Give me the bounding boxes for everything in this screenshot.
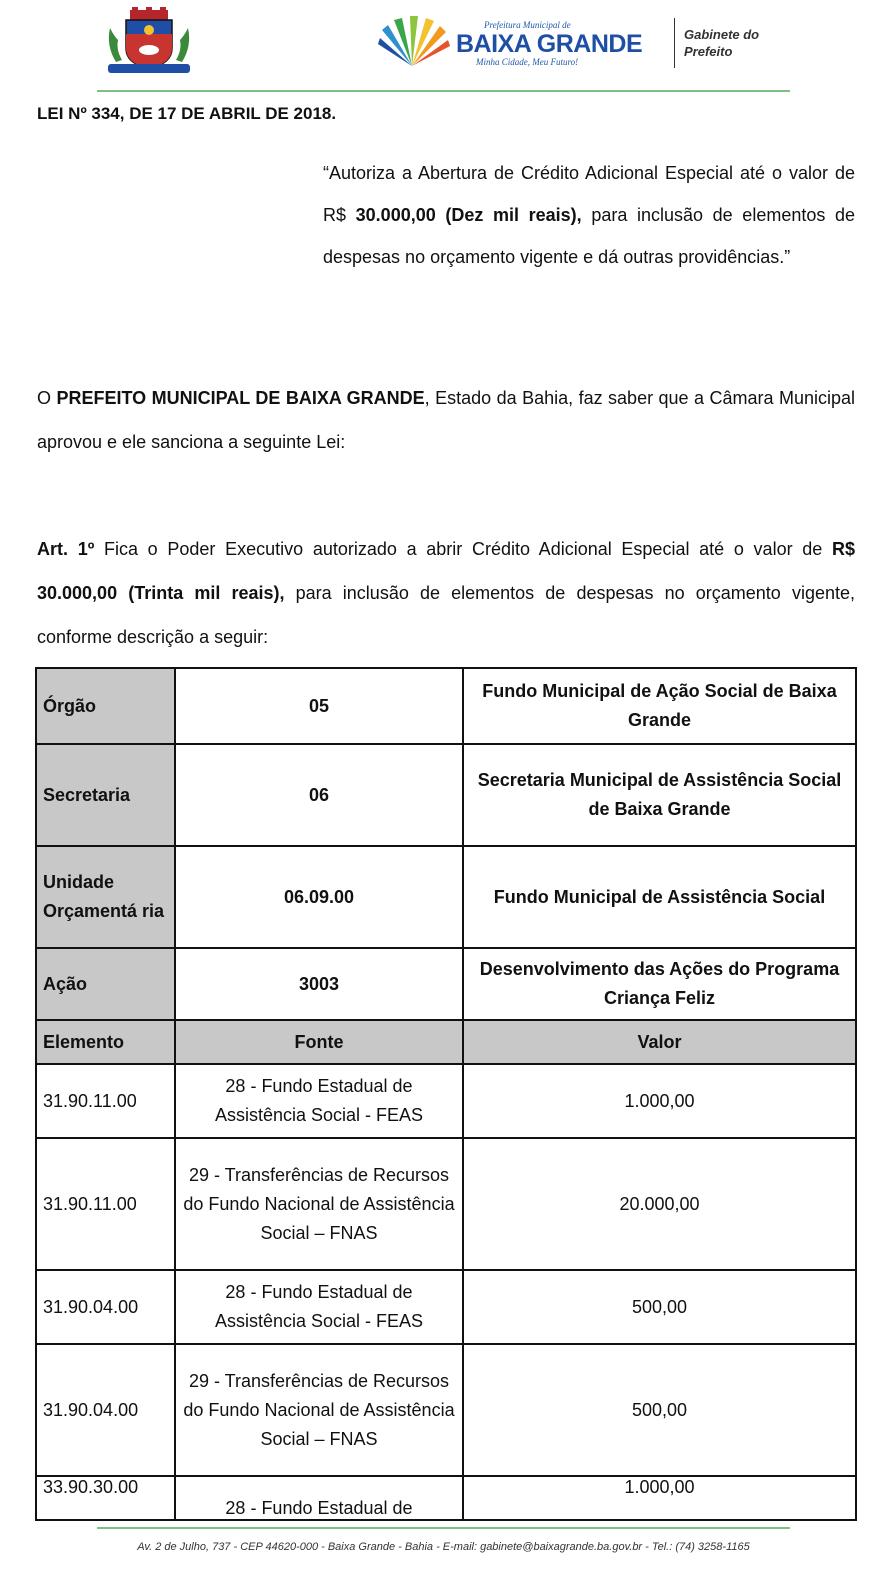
article-1-text-2: para inclusão de elementos de despesas no orçamento vigente, conforme descrição a seguir: <box>37 583 855 647</box>
row-valor: 500,00 <box>463 1270 856 1344</box>
row-fonte: 29 - Transferências de Recursos do Fundo Nacional de Assistência Social – FNAS <box>175 1344 463 1476</box>
row-desc: Desenvolvimento das Ações do Programa Criança Feliz <box>463 948 856 1020</box>
row-code: 05 <box>175 668 463 744</box>
header-valor: Valor <box>463 1020 856 1064</box>
row-label: Órgão <box>36 668 175 744</box>
row-elemento: 33.90.30.00 <box>36 1476 175 1520</box>
article-1-label: Art. 1º <box>37 539 95 559</box>
row-label: Ação <box>36 948 175 1020</box>
gabinete-line-2: Prefeito <box>684 44 733 59</box>
row-fonte: 28 - Fundo Estadual de <box>175 1476 463 1520</box>
footer-address: Av. 2 de Julho, 737 - CEP 44620-000 - Baixa Grande - Bahia - E-mail: gabinete@baixagrande.ba.gov.br - Tel.: (74) 3258-1165 <box>137 1541 750 1553</box>
table-row-orgao <box>36 668 856 744</box>
gabinete-line-1: Gabinete do <box>684 27 760 42</box>
preamble-text-2: , Estado da Bahia, faz saber que a Câmara Municipal aprovou e ele sanciona a seguinte Lei: <box>37 388 855 452</box>
preamble-text-1: O <box>37 388 57 408</box>
row-valor: 1.000,00 <box>463 1476 856 1520</box>
row-desc: Secretaria Municipal de Assistência Social de Baixa Grande <box>463 744 856 846</box>
ementa <box>323 152 855 278</box>
table-row <box>36 1344 856 1476</box>
row-label: Secretaria <box>36 744 175 846</box>
municipal-coat-of-arms <box>96 6 202 78</box>
row-valor: 20.000,00 <box>463 1138 856 1270</box>
table-row-unidade <box>36 846 856 948</box>
credit-table <box>35 667 857 1521</box>
row-desc: Fundo Municipal de Ação Social de Baixa Grande <box>463 668 856 744</box>
row-fonte: 28 - Fundo Estadual de Assistência Social - FEAS <box>175 1064 463 1138</box>
baixa-grande-sun-logo <box>372 14 450 70</box>
law-title: LEI Nº 334, DE 17 DE ABRIL DE 2018. <box>37 104 337 123</box>
article-1 <box>37 527 855 659</box>
table-row <box>36 1476 856 1520</box>
header-fonte: Fonte <box>175 1020 463 1064</box>
table-row <box>36 1138 856 1270</box>
article-1-amount: R$ 30.000,00 (Trinta mil reais), <box>37 539 855 603</box>
article-1-text-1: Fica o Poder Executivo autorizado a abrir Crédito Adicional Especial até o valor de <box>94 539 832 559</box>
table-row-acao <box>36 948 856 1020</box>
row-label: Unidade Orçamentá ria <box>36 846 175 948</box>
ementa-text-2: para inclusão de elementos de despesas no orçamento vigente e dá outras providências.” <box>323 205 856 267</box>
row-code: 3003 <box>175 948 463 1020</box>
row-elemento: 31.90.04.00 <box>36 1270 175 1344</box>
logo-city-name: BAIXA GRANDE <box>456 30 643 58</box>
header-divider <box>674 18 675 68</box>
row-desc: Fundo Municipal de Assistência Social <box>463 846 856 948</box>
row-elemento: 31.90.11.00 <box>36 1064 175 1138</box>
ementa-text-1: “Autoriza a Abertura de Crédito Adicional Especial até o valor de R$ <box>323 163 855 225</box>
header-rule <box>97 90 790 92</box>
row-elemento: 31.90.04.00 <box>36 1344 175 1476</box>
preamble <box>37 376 855 464</box>
row-code: 06.09.00 <box>175 846 463 948</box>
row-fonte: 29 - Transferências de Recursos do Fundo Nacional de Assistência Social – FNAS <box>175 1138 463 1270</box>
logo-slogan: Minha Cidade, Meu Futuro! <box>476 57 579 67</box>
table-row <box>36 1270 856 1344</box>
header-elemento: Elemento <box>36 1020 175 1064</box>
table-row-secretaria <box>36 744 856 846</box>
row-code: 06 <box>175 744 463 846</box>
row-valor: 1.000,00 <box>463 1064 856 1138</box>
gabinete-label <box>684 26 759 60</box>
table-header-row <box>36 1020 856 1064</box>
footer-rule <box>97 1527 790 1529</box>
row-fonte: 28 - Fundo Estadual de Assistência Social - FEAS <box>175 1270 463 1344</box>
logo-prefeitura-text: Prefeitura Municipal de <box>484 20 571 30</box>
preamble-mayor: PREFEITO MUNICIPAL DE BAIXA GRANDE <box>56 388 425 408</box>
row-elemento: 31.90.11.00 <box>36 1138 175 1270</box>
row-valor: 500,00 <box>463 1344 856 1476</box>
ementa-amount: 30.000,00 (Dez mil reais), <box>355 205 582 225</box>
table-row <box>36 1064 856 1138</box>
